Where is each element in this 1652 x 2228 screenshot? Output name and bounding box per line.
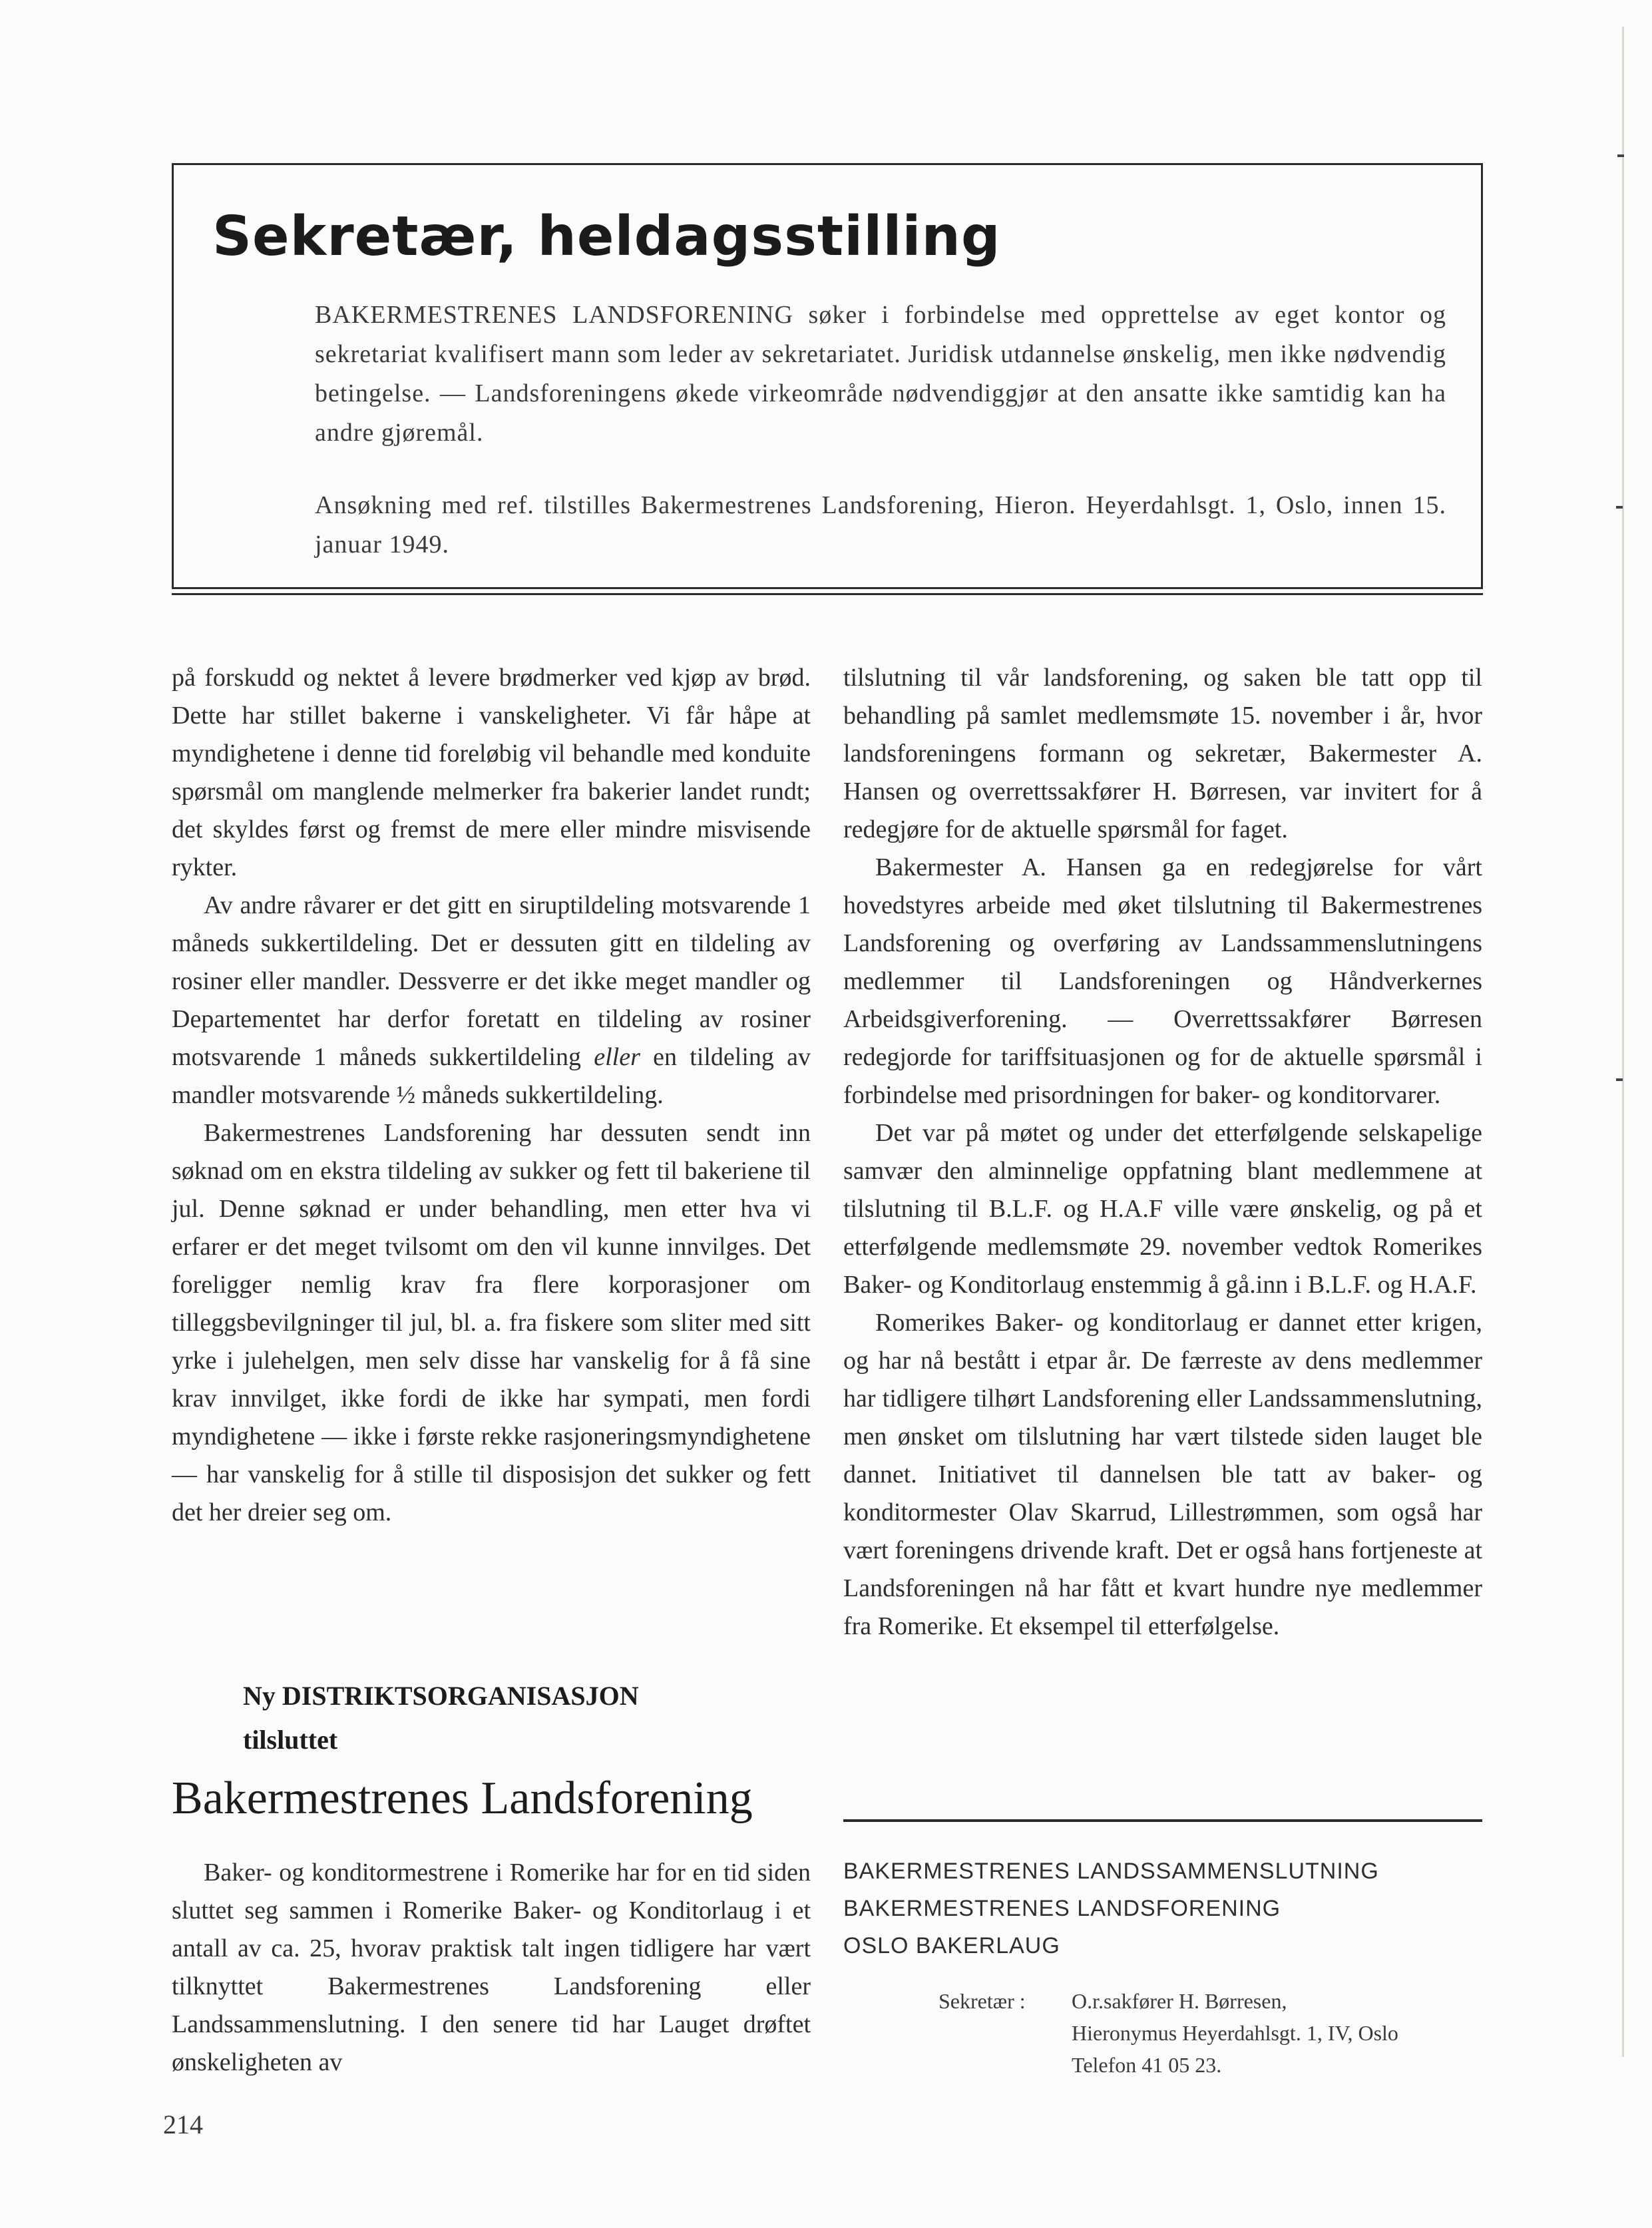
binding-mark	[1616, 506, 1623, 509]
secretary-phone: Telefon 41 05 23.	[1072, 2053, 1222, 2077]
binding-mark	[1616, 1078, 1623, 1081]
binding-edge-line	[1622, 27, 1624, 2057]
section-subheading: Ny DISTRIKTSORGANISASJON tilsluttet	[243, 1681, 639, 1755]
body-paragraph: Bakermester A. Hansen ga en redegjørelse for vårt hovedstyres arbeide med øket tilslutning til Bakermestrenes Landsforening og overføring av Landssammenslutningens medlemmer til Landsforeningen og Håndverkernes Arbeidsgiverforening. — Overrettssakfører Børresen redegjorde for tariffsituasjonen og for de aktuelle spørsmål i forbindelse med prisordningen for baker- og konditorvarer.	[843, 853, 1482, 1109]
right-column	[843, 659, 1482, 1646]
body-paragraph: Av andre råvarer er det gitt en siruptildeling motsvarende 1 måneds sukkertildeling. Det er dessuten gitt en tildeling av rosiner eller mandler. Dessverre er det ikke meget mandler og Departementet har derfor foretatt en tildeling av rosiner motsvarende 1 måneds sukkertildeling eller en tildeling av mandler motsvarende ½ måneds sukkertildeling.	[172, 891, 811, 1109]
organization-list	[843, 1853, 1482, 1964]
body-paragraph: Det var på møtet og under det etterfølgende selskapelige samvær den alminnelige oppfatning blant medlemmene at tilslutning til B.L.F. og H.A.F ville være ønskelig, og på et etterfølgende medlemsmøte 29. november vedtok Romerikes Baker- og Konditorlaug enstemmig å gå.inn i B.L.F. og H.A.F.	[843, 1119, 1482, 1299]
body-paragraph: på forskudd og nektet å levere brødmerker ved kjøp av brød. Dette har stillet bakerne i vanskeligheter. Vi får håpe at myndighetene i denne tid foreløbig vil behandle med konduite spørsmål om manglende melmerker fra bakerier landet rundt; det skyldes først og fremst de mere eller mindre misvisende rykter.	[172, 664, 811, 881]
body-paragraph: Romerikes Baker- og konditorlaug er dannet etter krigen, og har nå bestått i etpar år. De færreste av dens medlemmer har tidligere tilhørt Landsforening eller Landssammenslutning, men ønsket om tilslutning har vært tilstede siden lauget ble dannet. Initiativet til dannelsen ble tatt av baker- og konditormester Olav Skarrud, Lillestrømmen, som også har vært foreningens drivende kraft. Det er også hans fortjeneste at Landsforeningen nå har fått et kvart hundre nye medlemmer fra Romerike. Et eksempel til etterfølgelse.	[843, 1309, 1482, 1640]
binding-mark	[1617, 154, 1624, 157]
left-column	[172, 659, 811, 1532]
body-paragraph: Bakermestrenes Landsforening har dessuten sendt inn søknad om en ekstra tildeling av sukker og fett til bakeriene til jul. Denne søknad er under behandling, men etter hva vi erfarer er det meget tvilsomt om den vil kunne innvilges. Det foreligger nemlig krav fra flere korporasjoner om tilleggsbevilgninger til jul, bl. a. fra fiskere som sliter med sitt yrke i julehelgen, men selv disse har vanskelig for å få sine krav innvilget, ikke fordi de ikke har sympati, men fordi myndighetene — ikke i første rekke rasjoneringsmyndighetene — har vanskelig for å stille til disposisjon det sukker og fett det her dreier seg om.	[172, 1119, 811, 1526]
secretary-name: O.r.sakfører H. Børresen,	[1072, 1989, 1287, 2013]
organization-name: BAKERMESTRENES LANDSFORENING	[843, 1896, 1281, 1921]
organization-name: OSLO BAKERLAUG	[843, 1933, 1060, 1958]
body-paragraph: Baker- og konditormestrene i Romerike har for en tid siden sluttet seg sammen i Romerike Baker- og Konditorlaug i et antall av ca. 25, hvorav praktisk talt ingen tidligere har vært tilknyttet Bakermestrenes Landsforening eller Landssammenslutning. I den senere tid har Lauget drøftet ønskeligheten av	[172, 1859, 811, 2076]
section-headline: Bakermestrenes Landsforening	[172, 1773, 753, 1824]
secretary-address: Hieronymus Heyerdahlsgt. 1, IV, Oslo	[1072, 2021, 1398, 2045]
page-number: 214	[163, 2110, 203, 2139]
section-body	[172, 1854, 811, 2082]
organization-name: BAKERMESTRENES LANDSSAMMENSLUTNING	[843, 1859, 1379, 1884]
secretary-contact	[1072, 1985, 1398, 2081]
body-paragraph: tilslutning til vår landsforening, og saken ble tatt opp til behandling på samlet medlemsmøte 15. november i år, hvor landsforeningens formann og sekretær, Bakermester A. Hansen og overrettssakfører H. Børresen, var invitert for å redegjøre for de aktuelle spørsmål for faget.	[843, 664, 1482, 843]
job-advertisement-box	[172, 163, 1483, 589]
ad-body	[315, 296, 1446, 564]
divider-rule	[843, 1819, 1482, 1822]
italic-word: eller	[594, 1043, 640, 1071]
ad-paragraph: Ansøkning med ref. tilstilles Bakermestrenes Landsforening, Hieron. Heyerdahlsgt. 1, Oslo, innen 15. januar 1949.	[315, 491, 1446, 558]
ad-title: Sekretær, heldagsstilling	[212, 205, 1001, 268]
secretary-label: Sekretær :	[938, 1989, 1026, 2013]
ad-paragraph: BAKERMESTRENES LANDSFORENING søker i forbindelse med opprettelse av eget kontor og sekretariat kvalifisert mann som leder av sekretariatet. Juridisk utdannelse ønskelig, men ikke nødvendig betingelse. — Landsforeningens økede virkeområde nødvendiggjør at den ansatte ikke samtidig kan ha andre gjøremål.	[315, 301, 1446, 447]
